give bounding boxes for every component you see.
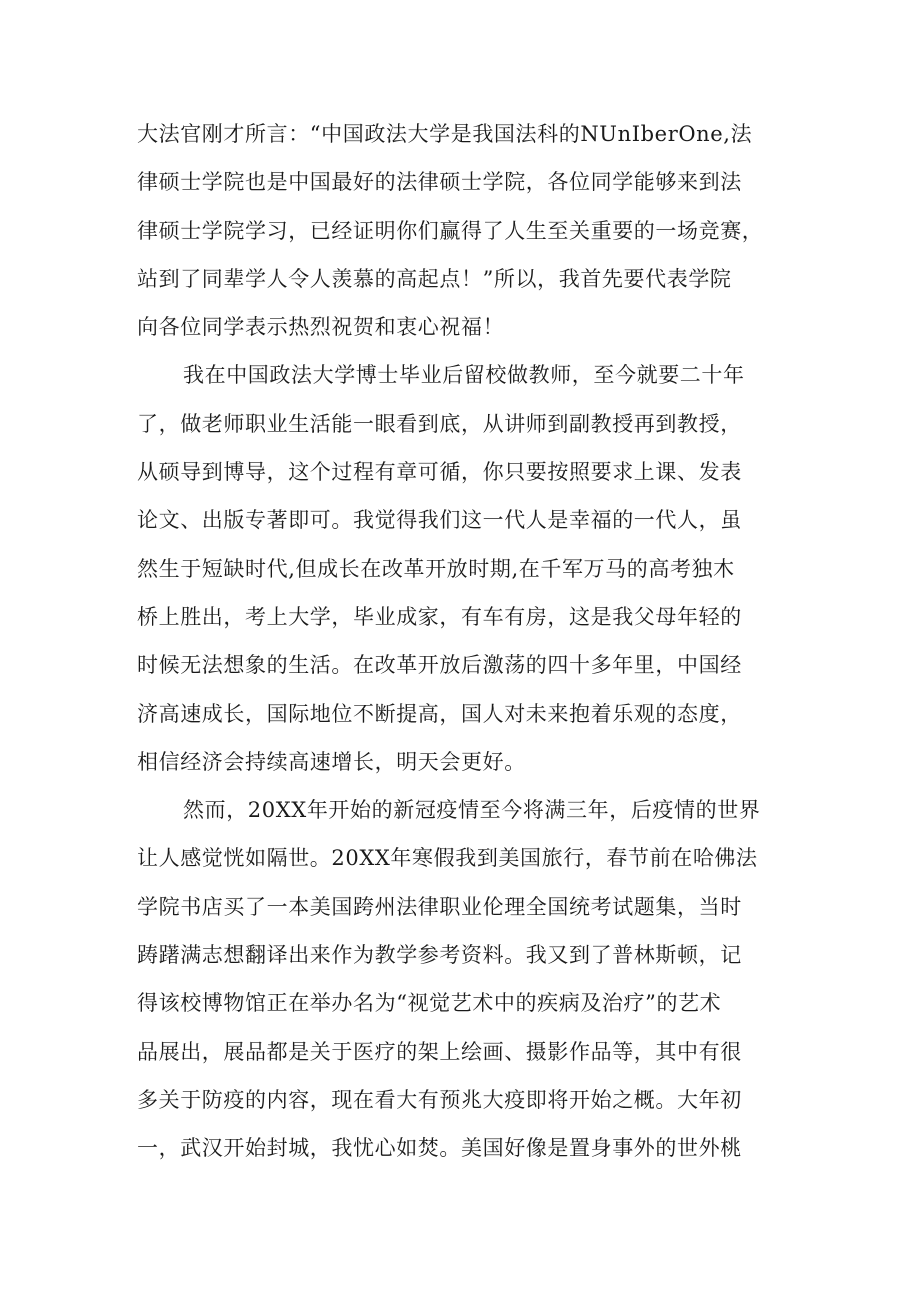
text-line: 我在中国政法大学博士毕业后留校做教师，至今就要二十年 xyxy=(183,363,745,388)
text-line: 了，做老师职业生活能一眼看到底，从讲师到副教授再到教授， xyxy=(137,411,742,436)
text-line: 让人感觉恍如隔世。20XX年寒假我到美国旅行，春节前在哈佛法 xyxy=(137,846,758,871)
text-line: 多关于防疫的内容，现在看大有预兆大疫即将开始之概。大年初 xyxy=(137,1087,742,1112)
text-line: 时候无法想象的生活。在改革开放后激荡的四十多年里，中国经 xyxy=(137,653,742,678)
text-line: 得该校博物馆正在举办名为“视觉艺术中的疾病及治疗”的艺术 xyxy=(137,991,722,1016)
text-line: 从硕导到博导，这个过程有章可循，你只要按照要求上课、发表 xyxy=(137,460,742,485)
text-line: 品展出，展品都是关于医疗的架上绘画、摄影作品等，其中有很 xyxy=(137,1039,742,1064)
text-line: 桥上胜出，考上大学，毕业成家，有车有房，这是我父母年轻的 xyxy=(137,604,742,629)
text-line: 向各位同学表示热烈祝贺和衷心祝福！ xyxy=(137,315,505,340)
text-line: 一，武汉开始封城，我忧心如焚。美国好像是置身事外的世外桃 xyxy=(137,1136,742,1161)
body-text xyxy=(137,110,797,1173)
text-line: 踌躇满志想翻译出来作为教学参考资料。我又到了普林斯顿，记 xyxy=(137,943,742,968)
text-line: 学院书店买了一本美国跨州法律职业伦理全国统考试题集，当时 xyxy=(137,894,742,919)
text-line: 然而，20XX年开始的新冠疫情至今将满三年，后疫情的世界 xyxy=(183,798,761,823)
text-line: 然生于短缺时代,但成长在改革开放时期,在千军万马的高考独木 xyxy=(137,556,735,581)
text-line: 律硕士学院也是中国最好的法律硕士学院，各位同学能够来到法 xyxy=(137,170,742,195)
text-line: 站到了同辈学人令人羡慕的高起点！”所以，我首先要代表学院 xyxy=(137,266,732,291)
text-line: 律硕士学院学习，已经证明你们赢得了人生至关重要的一场竞赛， xyxy=(137,218,764,243)
text-line: 大法官刚才所言：“中国政法大学是我国法科的NUnIberOne,法 xyxy=(137,122,753,146)
text-line: 济高速成长，国际地位不断提高，国人对未来抱着乐观的态度， xyxy=(137,701,742,726)
text-line: 相信经济会持续高速增长，明天会更好。 xyxy=(137,749,526,774)
text-line: 论文、出版专著即可。我觉得我们这一代人是幸福的一代人，虽 xyxy=(137,508,742,533)
